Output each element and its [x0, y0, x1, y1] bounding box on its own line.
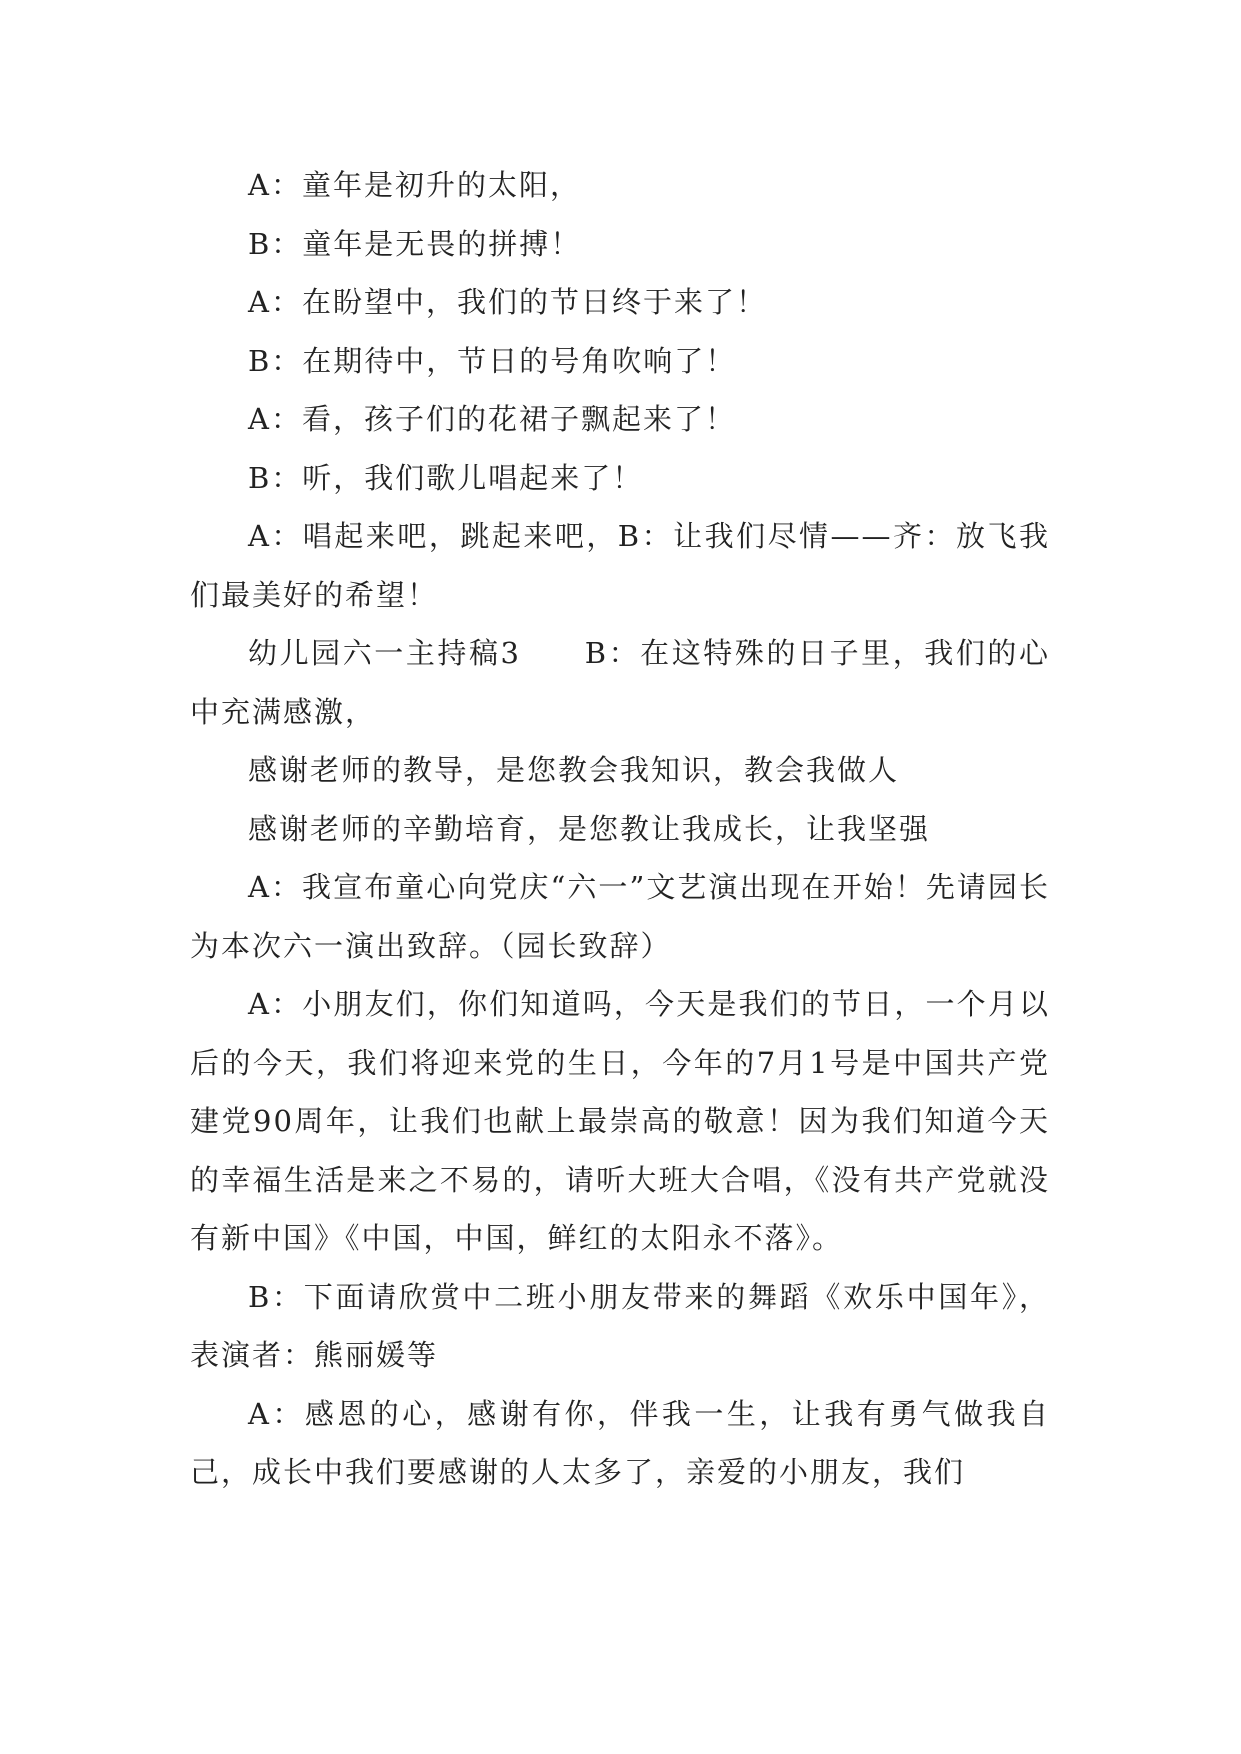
paragraph-11: A：我宣布童心向党庆“六一”文艺演出现在开始！先请园长为本次六一演出致辞。（园长致辞） [190, 870, 1050, 963]
paragraph-8: 幼儿园六一主持稿3 B：在这特殊的日子里，我们的心中充满感激， [190, 636, 1050, 729]
paragraph-9: 感谢老师的教导，是您教会我知识，教会我做人 [248, 753, 900, 787]
document-body [190, 156, 1050, 1502]
paragraph-14: A：感恩的心，感谢有你，伴我一生，让我有勇气做我自己，成长中我们要感谢的人太多了，亲爱的小朋友，我们 [190, 1396, 1050, 1489]
paragraph-10: 感谢老师的辛勤培育，是您教让我成长，让我坚强 [248, 811, 931, 846]
paragraph-13: B：下面请欣赏中二班小朋友带来的舞蹈《欢乐中国年》，表演者：熊丽媛等 [190, 1279, 1050, 1372]
paragraph-1: A：童年是初升的太阳， [248, 168, 581, 202]
paragraph-7: A：唱起来吧，跳起来吧，B：让我们尽情——齐：放飞我们最美好的希望！ [190, 519, 1050, 612]
paragraph-3: A：在盼望中，我们的节日终于来了！ [248, 285, 767, 319]
paragraph-2: B：童年是无畏的拼搏！ [248, 226, 582, 261]
paragraph-4: B：在期待中，节日的号角吹响了！ [248, 343, 737, 378]
paragraph-5: A：看，孩子们的花裙子飘起来了！ [248, 402, 736, 436]
paragraph-12: A：小朋友们，你们知道吗，今天是我们的节日，一个月以后的今天，我们将迎来党的生日，今年的7月1号是中国共产党建党90周年，让我们也献上最崇高的敬意！因为我们知道今天的幸福生活是来之不易的，请听大班大合唱，《没有共产党就没有新中国》《中国，中国，鲜红的太阳永不落》。 [190, 987, 1050, 1255]
paragraph-6: B：听，我们歌儿唱起来了！ [248, 460, 644, 495]
